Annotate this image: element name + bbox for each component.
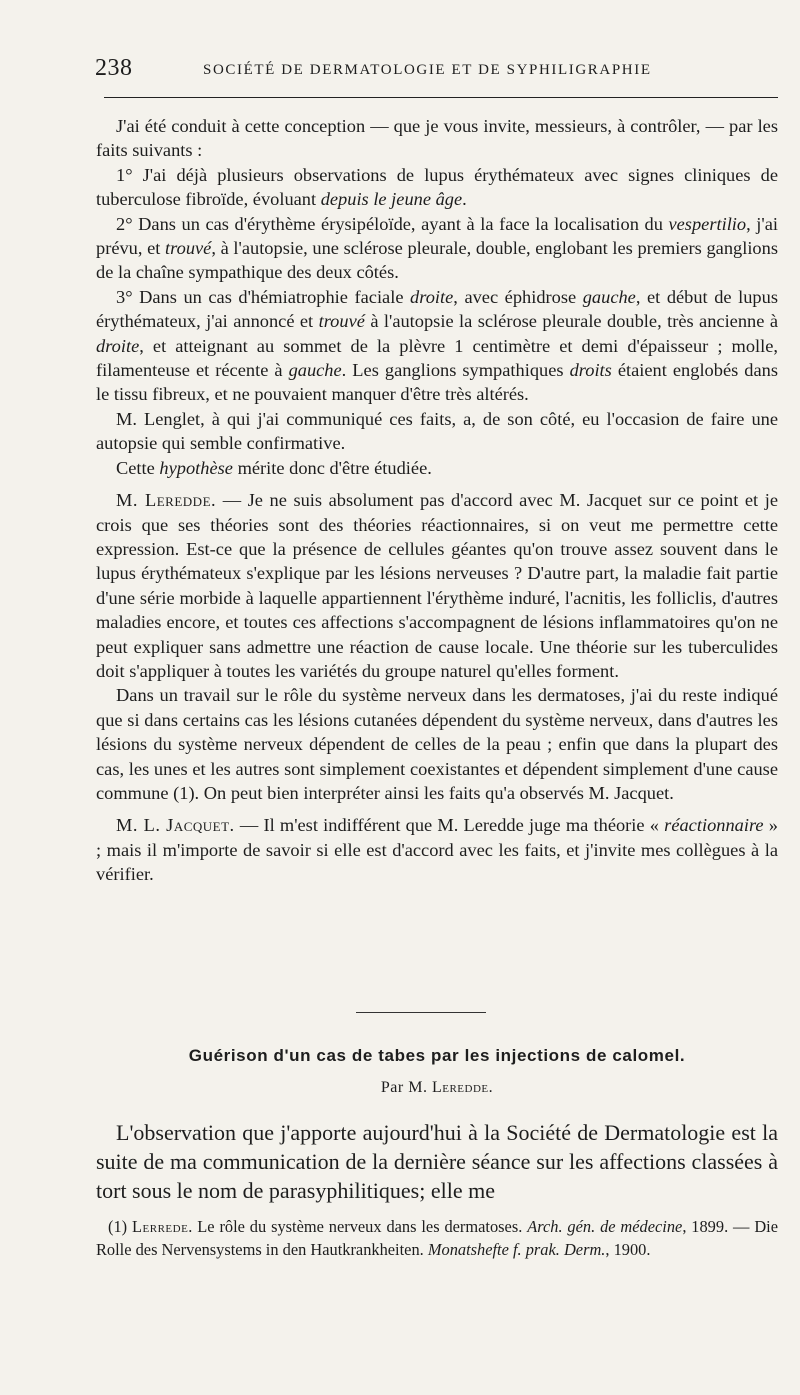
- byline: [96, 1079, 778, 1097]
- paragraph: [96, 683, 778, 805]
- footnote-part: . Le rôle du système nerveux dans les dermatoses.: [188, 1217, 528, 1236]
- paragraph-text: 2° Dans un cas d'érythème érysipéloïde, ayant à la face la localisation du: [116, 213, 669, 234]
- paragraph-text: , et début de lupus érythémateux, j'ai annoncé et: [96, 286, 778, 332]
- paragraph: [96, 813, 778, 886]
- italic-text: droits: [569, 360, 612, 381]
- paragraph-text: 3° Dans un cas d'hémiatrophie faciale: [116, 286, 411, 307]
- italic-text: hypothèse: [159, 457, 233, 478]
- footnote-part: , 1900.: [605, 1239, 651, 1259]
- section-divider: [356, 1012, 486, 1013]
- byline-suffix: .: [488, 1079, 494, 1096]
- italic-text: vespertilio: [668, 213, 747, 234]
- paragraph-text: étaient englobés dans le tissu fibreux, et ne pouvaient manquer d'être très altérés.: [96, 360, 778, 405]
- paragraph: [96, 114, 778, 163]
- paragraph-text: à l'autopsie la sclérose pleurale double, très ancienne à: [364, 311, 778, 332]
- footnote-text: [96, 1216, 778, 1261]
- speaker-name: M. L. Jacquet.: [116, 815, 235, 836]
- running-head: SOCIÉTÉ DE DERMATOLOGIE ET DE SYPHILIGRAPHIE: [203, 62, 652, 78]
- paragraph-text: , à l'autopsie, une sclérose pleurale, double, englobant les premiers ganglions de la chaîne sympathique des deux côtés.: [96, 238, 778, 283]
- footnote-marker: (1): [108, 1217, 132, 1236]
- paragraph-text: — Il m'est indifférent que M. Leredde juge ma théorie «: [234, 815, 665, 836]
- paragraph-text: , et atteignant au sommet de la plèvre 1 centimètre et demi d'épaisseur ; molle, filamenteuse et récente à: [96, 335, 778, 381]
- byline-prefix: Par M.: [380, 1079, 432, 1096]
- paragraph-text: , j'ai prévu, et: [96, 213, 778, 259]
- italic-text: droite: [410, 286, 454, 307]
- paragraph-text: . Les ganglions sympathiques: [341, 360, 570, 381]
- paragraph-text: — Je ne suis absolument pas d'accord avec M. Jacquet sur ce point et je crois que ses théories sont des théories réactionnaires, si on veut me permettre cette expression. Est-ce que la présence de cellules géantes qu'on trouve assez souvent dans le lupus érythémateux s'explique par les lésions nerveuses ? D'autre part, la maladie fait partie d'une série morbide à laquelle appartiennent l'érythème induré, l'acnitis, les folliclis, d'autres maladies encore, et toutes ces affections s'accompagnent de lésions inflammatoires qu'on ne peut expliquer sans admettre une réaction de cause locale. Une théorie sur les tuberculides doit s'appliquer à toutes les variétés du groupe naturel qu'elles forment.: [96, 490, 778, 681]
- speaker-name: M. Leredde.: [116, 490, 217, 511]
- section-title: Guérison d'un cas de tabes par les injections de calomel.: [188, 1046, 686, 1065]
- page-header: [95, 55, 777, 85]
- italic-text: trouvé: [165, 238, 212, 259]
- italic-text: Arch. gén. de médecine: [527, 1217, 683, 1236]
- paragraph-text: » ; mais il m'importe de savoir si elle est d'accord avec les faits, et j'invite mes collègues à la vérifier.: [96, 815, 779, 885]
- italic-text: trouvé: [318, 311, 365, 332]
- paragraph: [96, 407, 778, 456]
- footnote-author: Lerrede: [132, 1217, 189, 1236]
- article-lead: [96, 1118, 778, 1205]
- paragraph-text: , avec éphidrose: [453, 286, 583, 307]
- italic-text: gauche: [582, 286, 636, 307]
- paragraph: [96, 456, 778, 480]
- paragraph-text: Cette: [116, 457, 160, 478]
- footnote: [96, 1216, 778, 1261]
- page-number: 238: [95, 55, 133, 81]
- paragraph-text: 1° J'ai déjà plusieurs observations de lupus érythémateux avec signes cliniques de tuberculose fibroïde, évoluant: [96, 164, 778, 210]
- paragraph: [96, 488, 778, 683]
- paragraph: [96, 285, 778, 407]
- italic-text: gauche: [288, 360, 342, 381]
- italic-text: depuis le jeune âge: [320, 189, 463, 210]
- italic-text: réactionnaire: [664, 815, 764, 836]
- paragraph-text: .: [462, 189, 467, 210]
- paragraph-text: J'ai été conduit à cette conception — que je vous invite, messieurs, à contrôler, — par les faits suivants :: [96, 116, 778, 161]
- footnote-part: , 1899. — Die Rolle des Nervensystems in den Hautkrankheiten.: [96, 1217, 778, 1259]
- paragraph-text: Dans un travail sur le rôle du système nerveux dans les dermatoses, j'ai du reste indiqué que si dans certains cas les lésions cutanées dépendent du système nerveux, dans d'autres les lésions du système nerveux dépendent de celles de la peau ; enfin que dans la plupart des cas, les unes et les autres sont simplement coexistantes et dépendent simplement d'une cause commune (1). On peut bien interpréter ainsi les faits qu'a observés M. Jacquet.: [96, 685, 778, 803]
- header-rule: [104, 97, 778, 98]
- paragraph: [96, 163, 778, 212]
- italic-text: Monatshefte f. prak. Derm.: [427, 1239, 606, 1259]
- paragraph: [96, 1118, 778, 1205]
- author-name: Leredde: [431, 1079, 489, 1096]
- paragraph: [96, 212, 778, 285]
- paragraph-text: L'observation que j'apporte aujourd'hui à la Société de Dermatologie est la suite de ma communication de la dernière séance sur les affections classées à tort sous le nom de parasyphilitiques; elle me: [96, 1120, 778, 1203]
- paragraph-text: M. Lenglet, à qui j'ai communiqué ces faits, a, de son côté, eu l'occasion de faire une autopsie qui semble confirmative.: [96, 408, 778, 454]
- italic-text: droite: [96, 335, 140, 356]
- paragraph-text: mérite donc d'être étudiée.: [232, 457, 432, 478]
- discussion-body: [96, 114, 778, 887]
